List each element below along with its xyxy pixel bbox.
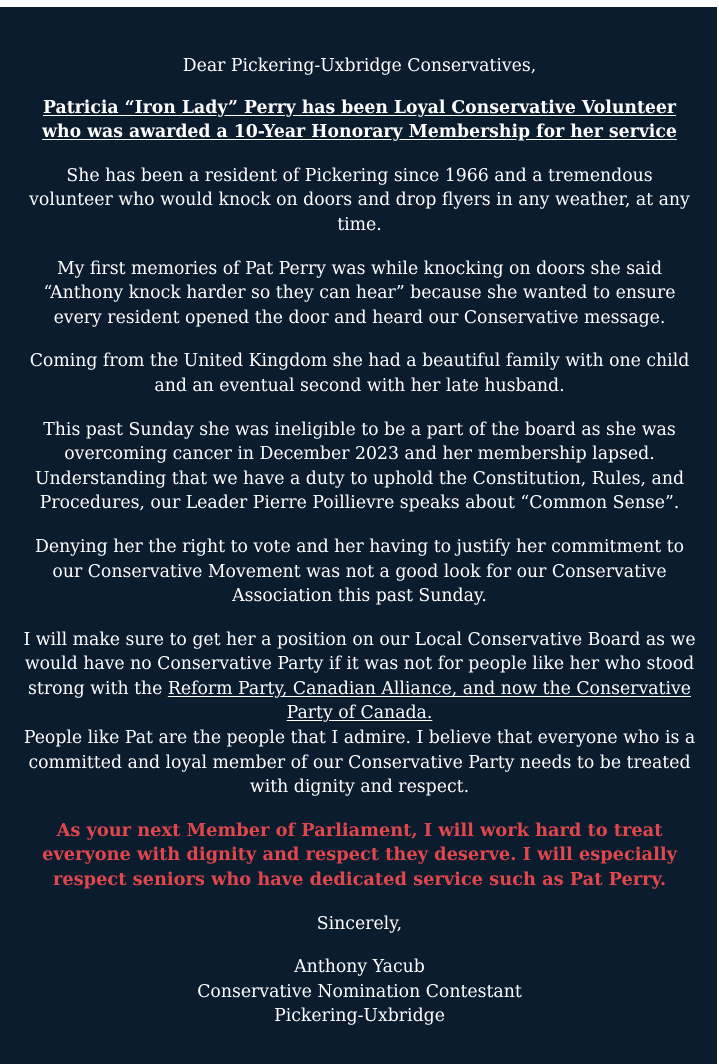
signature-title: Conservative Nomination Contestant: [197, 981, 522, 1002]
paragraph-family: Coming from the United Kingdom she had a beautiful family with one child and an eventual second with her late husband.: [29, 351, 690, 396]
sign-off: Sincerely,: [316, 913, 403, 934]
paragraph-admire: People like Pat are the people that I admire. I believe that everyone who is a committed and loyal member of our Conservative Party needs to be treated with dignity and respect.: [23, 728, 696, 798]
paragraph-vote-denial: Denying her the right to vote and her having to justify her commitment to our Conservative Movement was not a good look for our Conservative Association this past Sunday.: [35, 536, 684, 607]
greeting: Dear Pickering-Uxbridge Conservatives,: [182, 56, 537, 76]
board-paragraph-text: I will make sure to get her a position on our Local Conservative Board as we would have no Conservative Party if it was not for people like her who stood strong with the: [23, 629, 696, 699]
paragraph-board-position: [22, 628, 697, 726]
signature-riding: Pickering-Uxbridge: [274, 1006, 445, 1027]
signature-name: Anthony Yacub: [294, 957, 425, 978]
party-history-link[interactable]: Reform Party, Canadian Alliance, and now the Conservative Party of Canada.: [167, 678, 691, 724]
headline: Patricia “Iron Lady” Perry has been Loyal Conservative Volunteer who was awarded a 10-Year Honorary Membership for her service: [42, 97, 677, 143]
paragraph-residence: She has been a resident of Pickering since 1966 and a tremendous volunteer who would knock on doors and drop flyers in any weather, at any time.: [29, 165, 690, 235]
paragraph-memories: My first memories of Pat Perry was while knocking on doors she said “Anthony knock harder so they can hear” because she wanted to ensure every resident opened the door and heard our Conservative message.: [43, 258, 676, 328]
signature-block: [22, 955, 697, 1029]
paragraph-board-eligibility: This past Sunday she was ineligible to be a part of the board as she was overcoming cancer in December 2023 and her membership lapsed. Understanding that we have a duty to uphold the Constitution, Rules, and Procedures, our Leader Pierre Poillievre speaks about “Common Sense”.: [34, 419, 685, 514]
closing-statement: As your next Member of Parliament, I will work hard to treat everyone with dignity and respect they deserve. I will especially respect seniors who have dedicated service such as Pat Perry.: [42, 819, 677, 891]
letter-panel: [0, 7, 717, 1064]
